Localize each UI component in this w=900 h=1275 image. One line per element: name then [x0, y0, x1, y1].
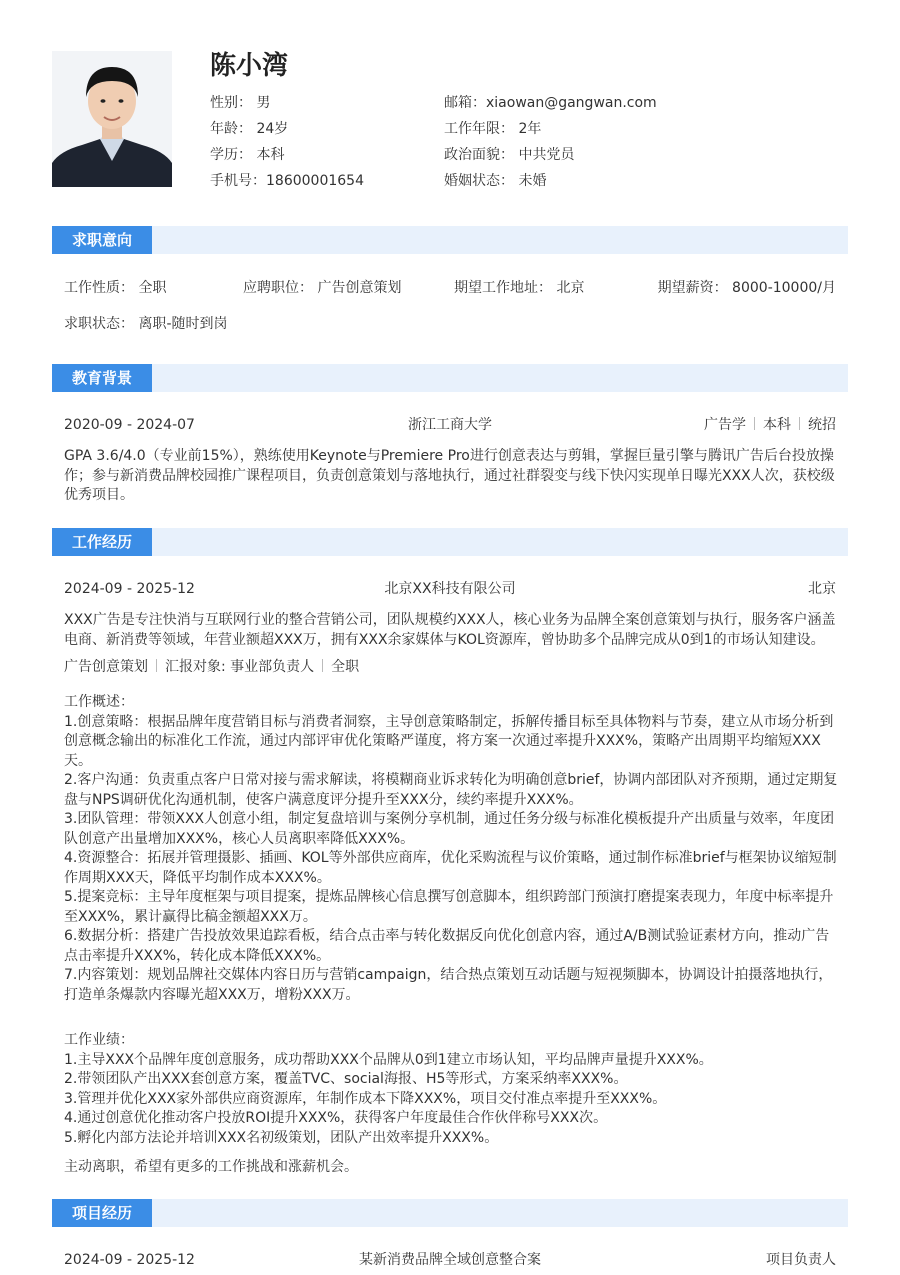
- work-achievement-item: 1.主导XXX个品牌年度创意服务，成功帮助XXX个品牌从0到1建立市场认知，平均品牌声量提升XXX%。: [64, 1051, 713, 1068]
- job-status-field: 求职状态： 离职-随时到岗: [64, 316, 228, 332]
- education-major: 广告学: [704, 417, 746, 433]
- work-overview-item: 7.内容策划：规划品牌社交媒体内容日历与营销campaign，结合热点策划互动话题与短视频脚本，协调设计拍摄落地执行，打造单条爆款内容曝光超XXX万，增粉XXX万。: [64, 967, 833, 1003]
- work-overview-item: 2.客户沟通：负责重点客户日常对接与需求解读，将模糊商业诉求转化为明确创意brief，协调内部团队对齐预期，通过定期复盘与NPS调研优化沟通机制，使客户满意度评分提升至XXX分，续约率提升XXX%。: [64, 772, 838, 808]
- age-field: 年龄： 24岁: [210, 121, 289, 137]
- job-location-field: 期望工作地址： 北京: [454, 280, 585, 296]
- avatar-portrait: [52, 51, 172, 187]
- work-overview-item: 4.资源整合：拓展并管理摄影、插画、KOL等外部供应商库，优化采购流程与议价策略，通过制作标准brief与框架协议缩短制作周期XXX天，降低平均制作成本XXX%。: [64, 850, 837, 886]
- education-school: 浙江工商大学: [408, 417, 492, 433]
- work-overview-item: 6.数据分析：搭建广告投放效果追踪看板，结合点击率与转化数据反向优化创意内容，通过A/B测试验证素材方向，推动广告点击率提升XXX%，转化成本降低XXX%。: [64, 928, 830, 964]
- work-overview-item: 3.团队管理：带领XXX人创意小组，制定复盘培训与案例分享机制，通过任务分级与标准化模板提升产出质量与效率，年度团队创意产出量增加XXX%，核心人员离职率降低XXX%。: [64, 811, 835, 847]
- education-description: GPA 3.6/4.0（专业前15%），熟练使用Keynote与Premiere Pro进行创意表达与剪辑，掌握巨量引擎与腾讯广告后台投放操作；参与新消费品牌校园推广课程项目，负责创意策划与落地执行，通过社群裂变与线下快闪实现单日曝光XXX人次，获校级优秀项目。: [64, 448, 835, 503]
- project-name: 某新消费品牌全域创意整合案: [359, 1252, 541, 1268]
- section-header-education: [52, 364, 848, 392]
- expected-salary-field: 期望薪资： 8000-10000/月: [657, 280, 836, 296]
- work-type: 全职: [331, 659, 360, 675]
- work-achievement-item: 2.带领团队产出XXX套创意方案，覆盖TVC、social海报、H5等形式，方案采纳率XXX%。: [64, 1071, 628, 1087]
- work-overview-item: 5.提案竞标：主导年度框架与项目提案，提炼品牌核心信息撰写创意脚本，组织跨部门预演打磨提案表现力，年度中标率提升至XXX%，累计赢得比稿金额超XXX万。: [64, 889, 834, 925]
- political-status-field: 政治面貌： 中共党员: [444, 147, 575, 163]
- work-achievements-title: 工作业绩：: [64, 1032, 134, 1048]
- work-company: 北京XX科技有限公司: [384, 581, 516, 597]
- job-nature-field: 工作性质： 全职: [64, 280, 167, 296]
- company-description: XXX广告是专注快消与互联网行业的整合营销公司，团队规模约XXX人，核心业务为品牌全案创意策划与执行，服务客户涵盖电商、新消费等领域，年营业额超XXX万，拥有XXX余家媒体与KOL资源库，曾协助多个品牌完成从0到1的市场认知建设。: [64, 612, 836, 648]
- section-title-intention: 求职意向: [52, 226, 152, 254]
- project-period: 2024-09 - 2025-12: [64, 1252, 195, 1268]
- section-header-intention: [52, 226, 848, 254]
- work-overview-item: 1.创意策略：根据品牌年度营销目标与消费者洞察，主导创意策略制定，拆解传播目标至具体物料与节奏，建立从市场分析到创意概念输出的标准化工作流，通过内部评审优化策略严谨度，将方案一次通过率提升XXX%，策略产出周期平均缩短XXX天。: [64, 713, 834, 769]
- education-meta: [704, 415, 836, 435]
- work-achievement-item: 4.通过创意优化推动客户投放ROI提升XXX%，获得客户年度最佳合作伙伴称号XXX次。: [64, 1110, 608, 1126]
- gender-field: 性别： 男: [210, 95, 271, 111]
- work-achievements: [64, 1031, 839, 1148]
- section-header-work: [52, 528, 848, 556]
- work-years-field: 工作年限： 2年: [444, 121, 542, 137]
- work-meta: [64, 657, 359, 677]
- avatar: [52, 51, 172, 187]
- work-report: 汇报对象: 事业部负责人: [165, 659, 315, 675]
- leave-reason: 主动离职，希望有更多的工作挑战和涨薪机会。: [64, 1159, 358, 1175]
- divider: [156, 659, 157, 672]
- candidate-name: 陈小湾: [210, 51, 289, 81]
- marital-status-field: 婚姻状态： 未婚: [444, 173, 547, 189]
- job-position-field: 应聘职位： 广告创意策划: [243, 280, 402, 296]
- education-degree: 本科: [763, 417, 791, 433]
- divider: [799, 417, 800, 430]
- section-title-education: 教育背景: [52, 364, 152, 392]
- phone-field: 手机号：18600001654: [210, 173, 364, 189]
- education-field: 学历： 本科: [210, 147, 285, 163]
- work-role: 广告创意策划: [64, 659, 148, 675]
- work-achievement-item: 5.孵化内部方法论并培训XXX名初级策划，团队产出效率提升XXX%。: [64, 1129, 499, 1146]
- section-header-project: [52, 1199, 848, 1227]
- work-achievement-item: 3.管理并优化XXX家外部供应商资源库，年制作成本下降XXX%，项目交付准点率提升至XXX%。: [64, 1090, 667, 1107]
- work-overview-title: 工作概述：: [64, 694, 134, 710]
- email-field: 邮箱：xiaowan@gangwan.com: [444, 95, 657, 111]
- project-role: 项目负责人: [766, 1252, 836, 1268]
- section-title-work: 工作经历: [52, 528, 152, 556]
- education-type: 统招: [808, 417, 836, 433]
- work-city: 北京: [808, 581, 836, 597]
- work-period: 2024-09 - 2025-12: [64, 581, 195, 597]
- section-title-project: 项目经历: [52, 1199, 152, 1227]
- work-overview: [64, 693, 839, 1005]
- divider: [322, 659, 323, 672]
- education-period: 2020-09 - 2024-07: [64, 417, 195, 433]
- divider: [754, 417, 755, 430]
